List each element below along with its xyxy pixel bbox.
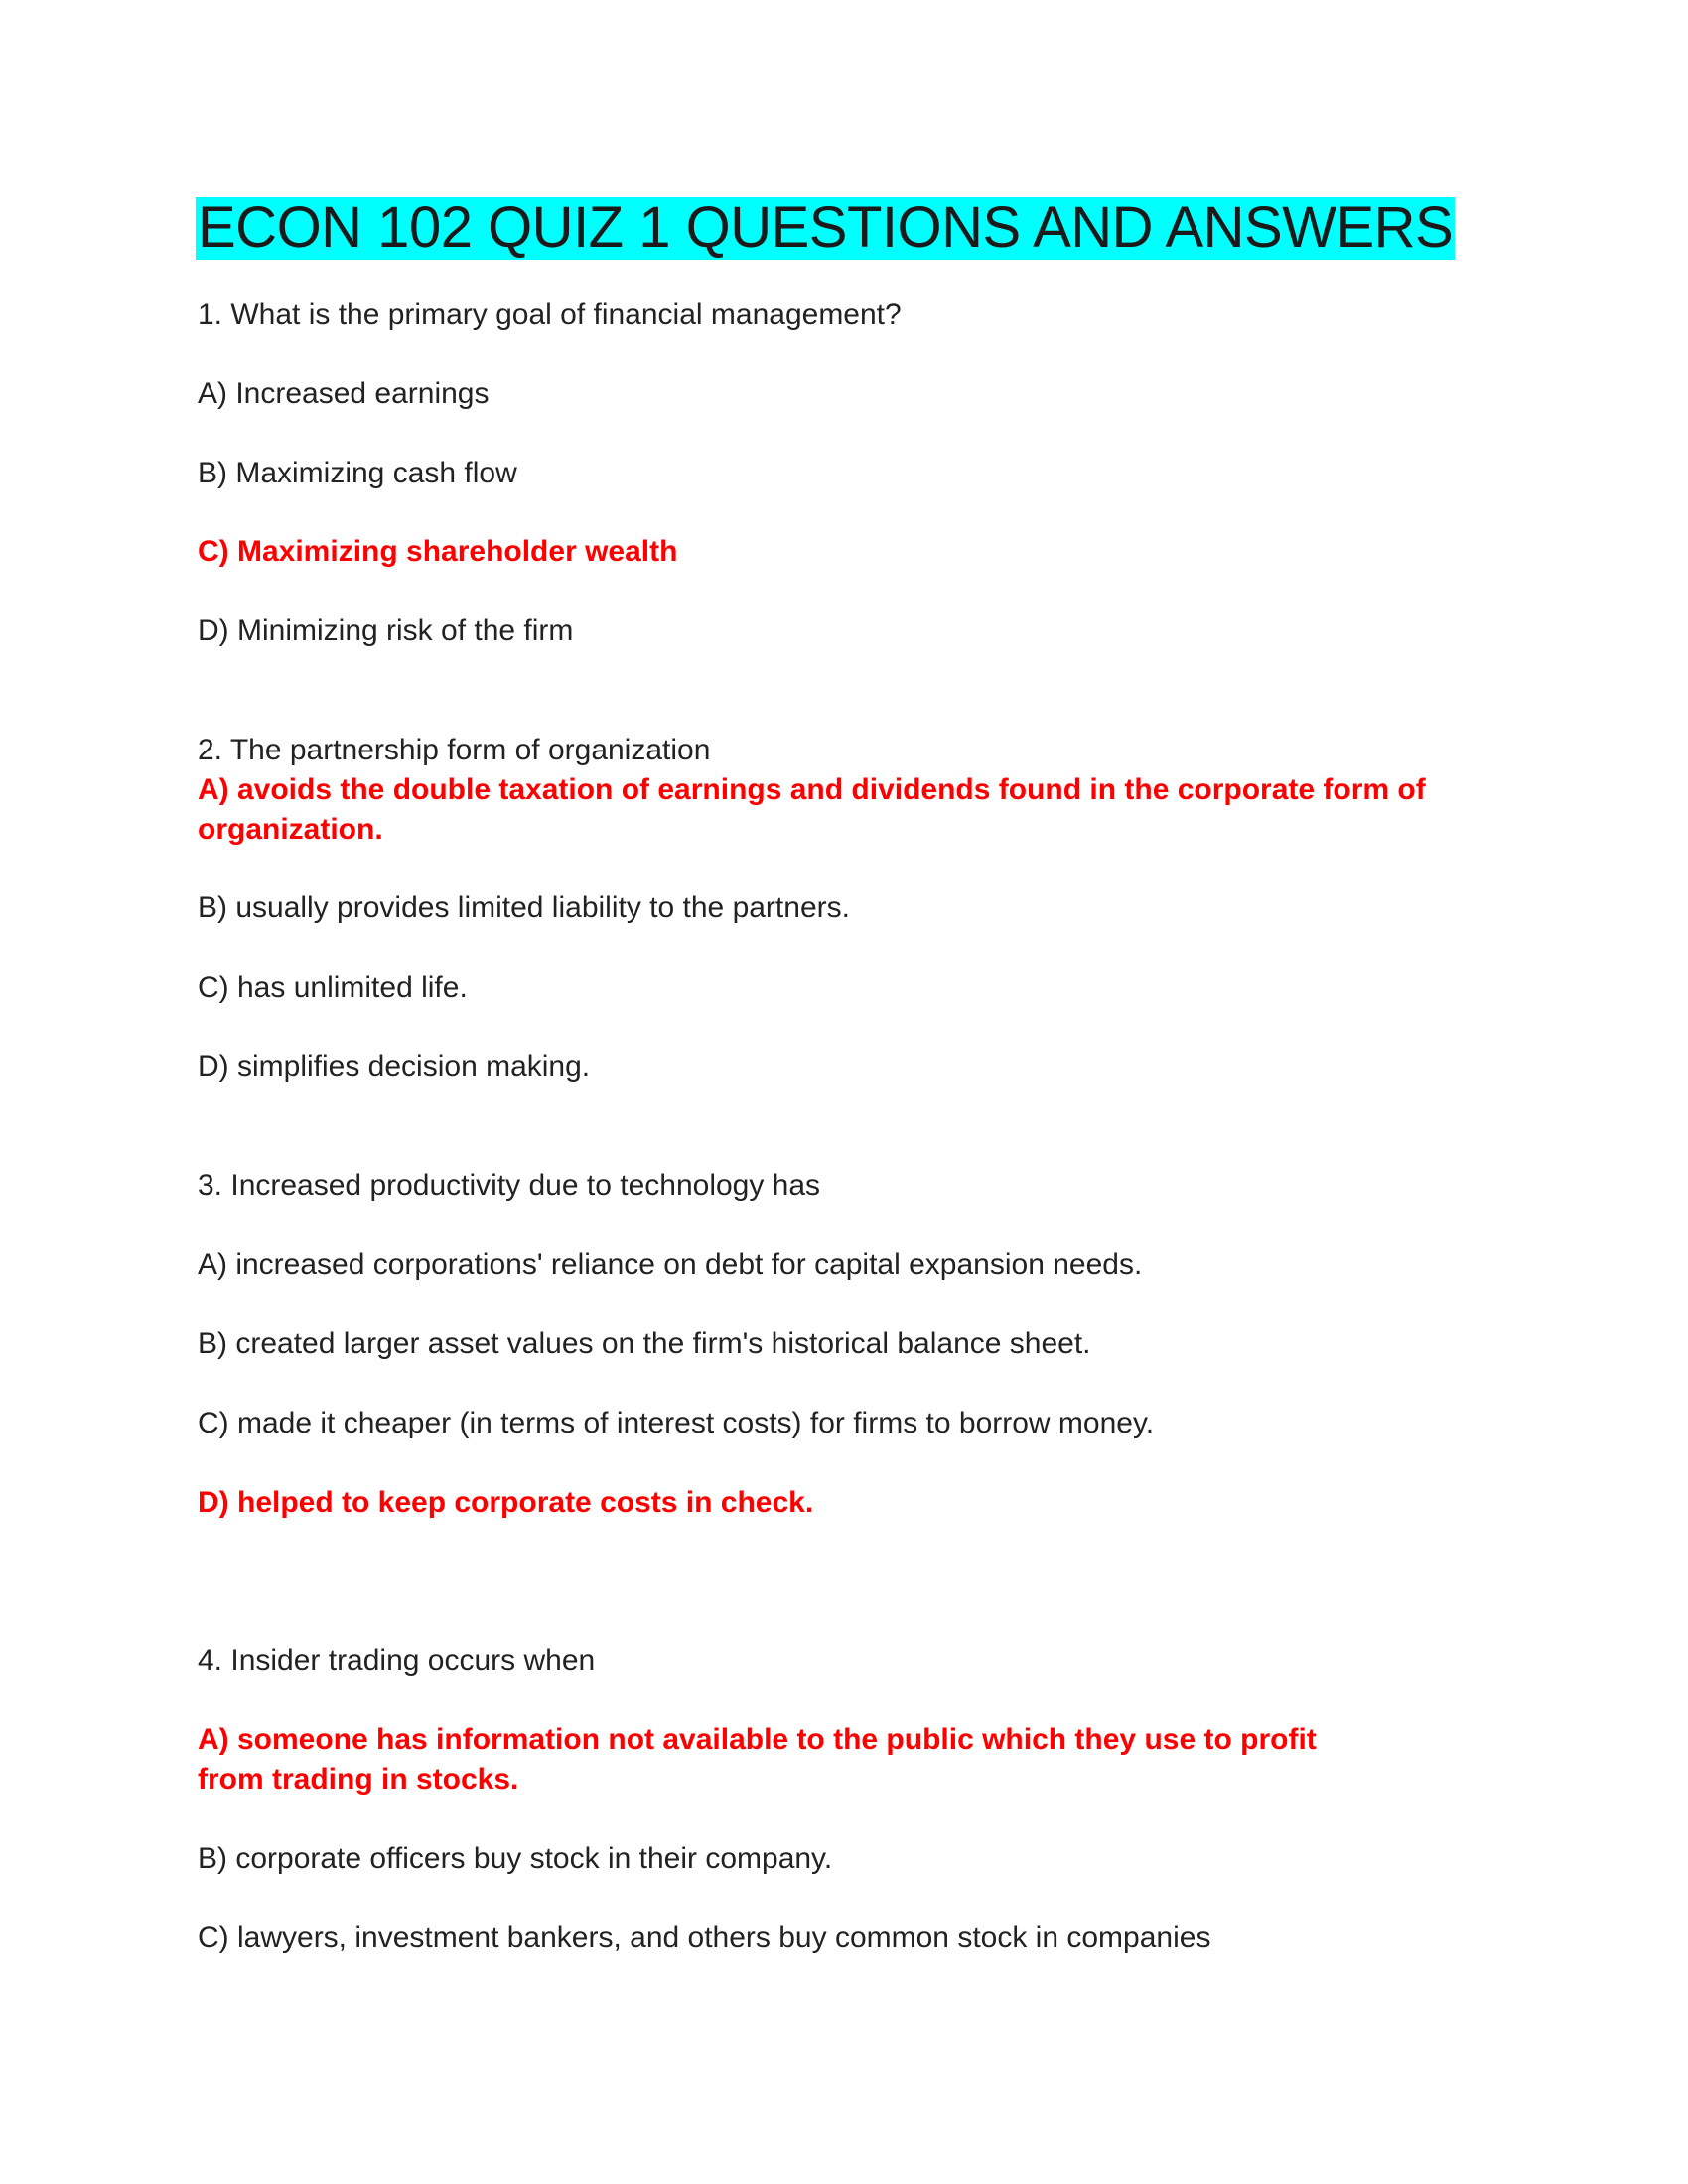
question-3-prompt: 3. Increased productivity due to technology has [198,1169,821,1202]
question-2-option-b: B) usually provides limited liability to the partners. [198,891,850,924]
question-3-option-c: C) made it cheaper (in terms of interest costs) for firms to borrow money. [198,1407,1155,1439]
question-1-option-a: A) Increased earnings [198,377,490,410]
question-2-prompt: 2. The partnership form of organization [198,734,711,766]
document-title: ECON 102 QUIZ 1 QUESTIONS AND ANSWERS [198,196,1454,260]
question-4-option-b: B) corporate officers buy stock in their company. [198,1843,833,1875]
question-1-option-d: D) Minimizing risk of the firm [198,614,574,647]
question-3-option-b: B) created larger asset values on the firm's historical balance sheet. [198,1327,1091,1360]
question-1-prompt: 1. What is the primary goal of financial management? [198,298,902,331]
question-4-correct-answer: A) someone has information not available to the public which they use to profit [198,1723,1317,1756]
question-2-option-c: C) has unlimited life. [198,971,468,1004]
question-2-option-d: D) simplifies decision making. [198,1050,591,1083]
question-3-option-a: A) increased corporations' reliance on debt for capital expansion needs. [198,1248,1143,1281]
question-4-option-c: C) lawyers, investment bankers, and others buy common stock in companies [198,1921,1211,1954]
question-2-correct-answer-continued: organization. [198,813,383,846]
question-3-correct-answer: D) helped to keep corporate costs in check. [198,1486,814,1519]
question-1-option-b: B) Maximizing cash flow [198,457,517,489]
question-1-correct-answer: C) Maximizing shareholder wealth [198,535,678,568]
question-2-correct-answer: A) avoids the double taxation of earnings and dividends found in the corporate form of [198,773,1426,806]
question-4-prompt: 4. Insider trading occurs when [198,1644,596,1677]
question-4-correct-answer-continued: from trading in stocks. [198,1763,519,1796]
